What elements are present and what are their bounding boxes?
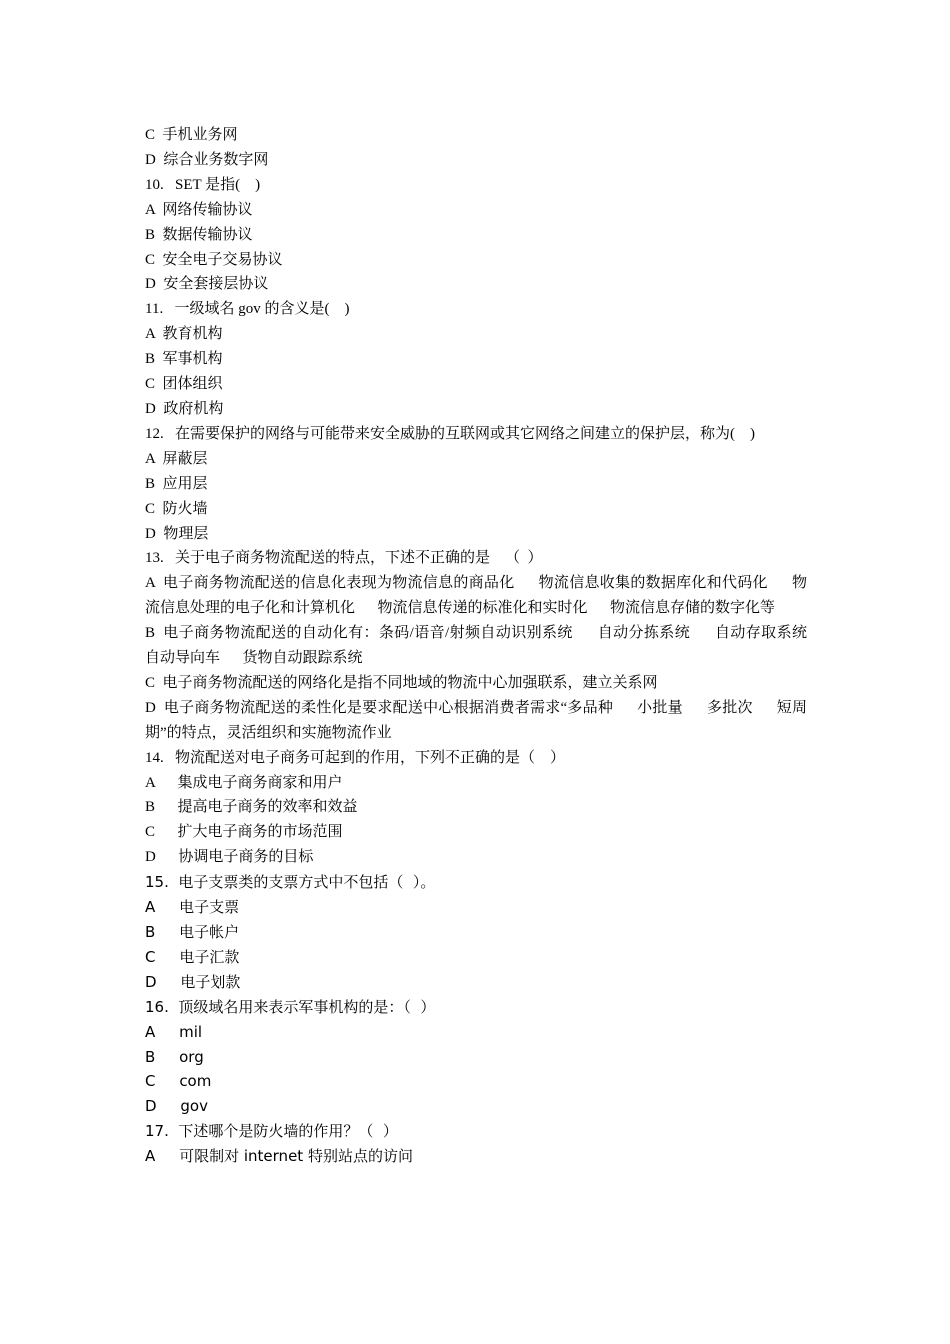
option-b-line: B 电子商务物流配送的自动化有：条码/语音/射频自动识别系统 自动分拣系统 自动存取系统 自动导向车 货物自动跟踪系统 bbox=[145, 625, 830, 667]
question-13: 13. 关于电子商务物流配送的特点，下述不正确的是 （ ） bbox=[145, 550, 543, 567]
option-d-line: D 电子划款 bbox=[145, 972, 241, 991]
option-c-line: C com bbox=[145, 1072, 212, 1091]
option-c-line: C 手机业务网 bbox=[145, 127, 238, 143]
option-a-line: A 电子商务物流配送的信息化表现为物流信息的商品化 物流信息收集的数据库化和代码化 物流信息处理的电子化和计算机化 物流信息传递的标准化和实时化 物流信息存储的数字化等 bbox=[145, 575, 807, 617]
option-d-line: D 安全套接层协议 bbox=[145, 276, 269, 293]
option-c-line: C 扩大电子商务的市场范围 bbox=[145, 824, 343, 841]
option-c-line: C 电子商务物流配送的网络化是指不同地域的物流中心加强联系，建立关系网 bbox=[145, 674, 658, 691]
option-c-line: C 防火墙 bbox=[145, 500, 208, 517]
document-page bbox=[145, 123, 830, 1169]
question-16: 16. 顶级域名用来表示军事机构的是：（ ） bbox=[145, 997, 436, 1016]
option-d-line: D gov bbox=[145, 1097, 208, 1116]
option-d-line: D 电子商务物流配送的柔性化是要求配送中心根据消费者需求“多品种 小批量 多批次 短周期”的特点，灵活组织和实施物流作业 bbox=[145, 699, 807, 741]
question-14: 14. 物流配送对电子商务可起到的作用，下列不正确的是（ ） bbox=[145, 749, 566, 766]
option-a-line: A 网络传输协议 bbox=[145, 201, 253, 218]
option-b-line: B 数据传输协议 bbox=[145, 226, 253, 243]
question-11: 11. 一级域名 gov 的含义是( ) bbox=[145, 301, 350, 318]
option-a-line: A 屏蔽层 bbox=[145, 450, 208, 467]
option-c-line: C 安全电子交易协议 bbox=[145, 251, 283, 268]
option-d-line: D 综合业务数字网 bbox=[145, 151, 269, 168]
option-b-line: B org bbox=[145, 1047, 204, 1066]
option-b-line: B 电子帐户 bbox=[145, 923, 240, 941]
option-d-line: D 政府机构 bbox=[145, 400, 224, 417]
option-a-line: A mil bbox=[145, 1022, 203, 1041]
option-a-line: A 电子支票 bbox=[145, 898, 240, 917]
question-15: 15. 电子支票类的支票方式中不包括（ ）。 bbox=[145, 873, 436, 892]
option-a-line: A 可限制对 internet 特别站点的访问 bbox=[145, 1147, 413, 1166]
question-12: 12. 在需要保护的网络与可能带来安全威胁的互联网或其它网络之间建立的保护层，称为( ) bbox=[145, 425, 755, 442]
question-10: 10. SET 是指( ) bbox=[145, 176, 261, 193]
option-a-line: A 集成电子商务商家和用户 bbox=[145, 774, 343, 791]
option-b-line: B 应用层 bbox=[145, 475, 208, 492]
option-d-line: D 协调电子商务的目标 bbox=[145, 849, 314, 866]
option-a-line: A 教育机构 bbox=[145, 326, 223, 343]
question-17: 17. 下述哪个是防火墙的作用？（ ） bbox=[145, 1122, 398, 1141]
option-b-line: B 军事机构 bbox=[145, 351, 223, 368]
option-c-line: C 电子汇款 bbox=[145, 947, 240, 966]
option-c-line: C 团体组织 bbox=[145, 376, 223, 393]
option-d-line: D 物理层 bbox=[145, 525, 209, 542]
option-b-line: B 提高电子商务的效率和效益 bbox=[145, 799, 358, 816]
